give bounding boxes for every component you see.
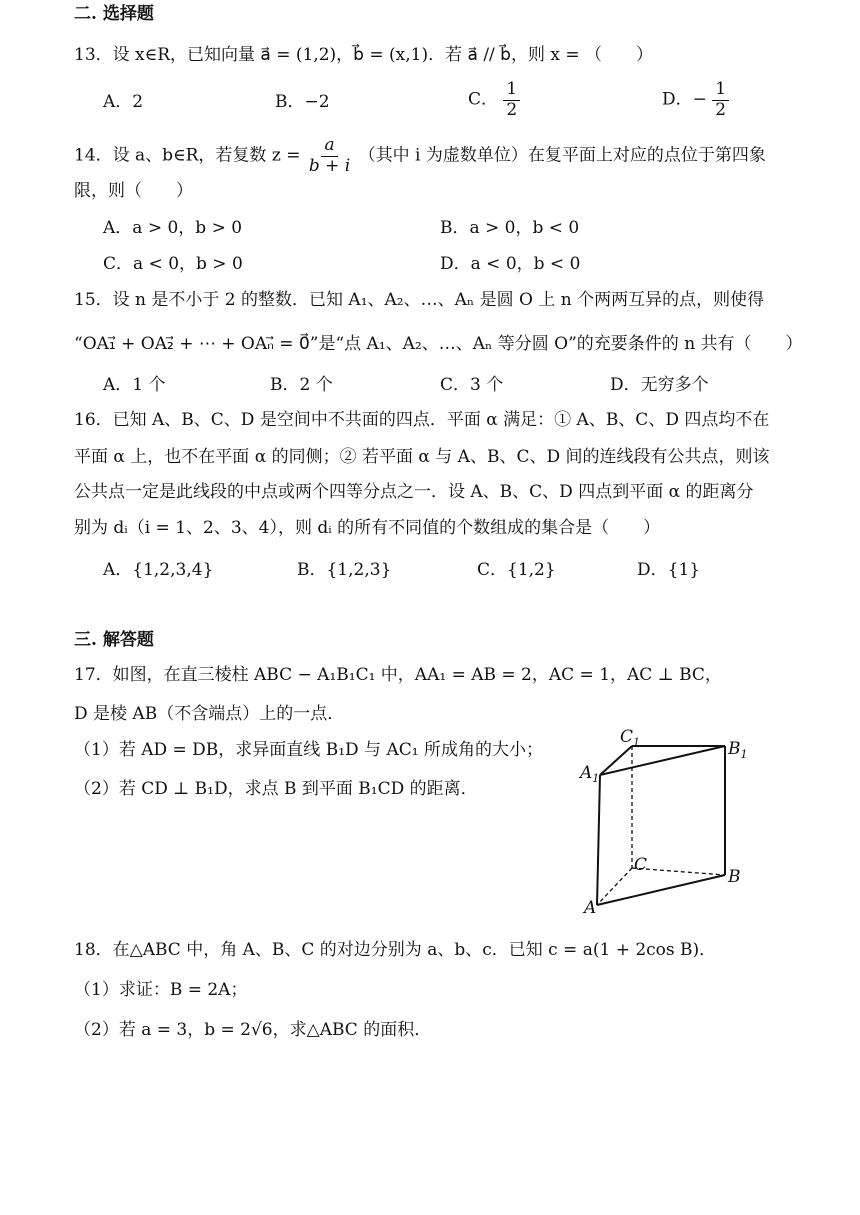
question-16-stem-line4: 别为 dᵢ（i = 1、2、3、4），则 dᵢ 的所有不同值的个数组成的集合是（ ） [74,518,661,538]
question-17-stem-line1: 17．如图，在直三棱柱 ABC − A₁B₁C₁ 中，AA₁ = AB = 2，AC = 1，AC ⊥ BC， [74,665,722,685]
label-a: A [584,898,597,918]
label-b: B [728,867,741,887]
q15-option-b: B．2 个 [270,375,333,395]
q16-option-a: A．{1,2,3,4} [103,560,214,580]
q14-option-c: C．a < 0，b > 0 [103,254,243,274]
q14-fraction [306,136,353,176]
q14-stem-pre: 14．设 a、b∈R，若复数 z = [74,145,301,166]
question-15-stem-line2: “OA₁⃗ + OA₂⃗ + ⋯ + OAₙ⃗ = 0⃗”是“点 A₁、A₂、…、Aₙ 等分圆 O”的充要条件的 n 共有（ ） [74,334,803,354]
q13-option-d-label: D．− [662,89,707,110]
q13-option-c [468,80,520,120]
q14-stem-post: （其中 i 为虚数单位）在复平面上对应的点位于第四象 [358,145,766,166]
q14-option-a: A．a > 0，b > 0 [103,218,243,238]
q13-option-b: B．−2 [275,92,330,112]
section-heading-answer: 三. 解答题 [74,630,154,650]
q17-part-1: （1）若 AD = DB，求异面直线 B₁D 与 AC₁ 所成角的大小； [74,740,543,760]
label-a1: $A_1$ [580,763,600,785]
question-15-stem-line1: 15．设 n 是不小于 2 的整数．已知 A₁、A₂、…、Aₙ 是圆 O 上 n 个两两互异的点，则使得 [74,290,765,310]
fraction-numerator: 1 [712,80,729,101]
fraction-denominator: 2 [506,99,518,120]
q16-option-c: C．{1,2} [477,560,556,580]
question-16-stem-line2: 平面 α 上，也不在平面 α 的同侧；② 若平面 α 与 A、B、C、D 间的连线段有公共点，则该 [74,447,770,467]
q13-option-d [662,80,729,120]
q13-option-a: A．2 [103,92,144,112]
question-14-stem-line2: 限，则（ ） [74,181,193,201]
q15-option-a: A．1 个 [103,375,166,395]
fraction-numerator: 1 [503,80,520,101]
q17-part-2: （2）若 CD ⊥ B₁D，求点 B 到平面 B₁CD 的距离． [74,779,478,799]
q18-part-2: （2）若 a = 3，b = 2√6，求△ABC 的面积． [74,1020,432,1040]
q13-option-c-label: C． [468,89,499,110]
q15-option-c: C．3 个 [440,375,504,395]
label-c1: $C_1$ [620,727,641,749]
question-16-stem-line3: 公共点一定是此线段的中点或两个四等分点之一．设 A、B、C、D 四点到平面 α 的距离分 [74,482,754,502]
q18-part-1: （1）求证：B = 2A； [74,980,248,1000]
fraction-denominator: b + i [308,155,351,176]
fraction-numerator: a [321,136,337,157]
question-16-stem-line1: 16．已知 A、B、C、D 是空间中不共面的四点．平面 α 满足：① A、B、C、D 四点均不在 [74,410,770,430]
question-17-stem-line2: D 是棱 AB（不含端点）上的一点． [74,704,345,724]
prism-figure [570,720,790,920]
label-b1: $B_1$ [728,739,748,761]
q14-option-d: D．a < 0，b < 0 [440,254,581,274]
q13-option-d-fraction [712,80,729,120]
q16-option-d: D．{1} [637,560,701,580]
label-c: C [634,855,648,875]
q14-option-b: B．a > 0，b < 0 [440,218,580,238]
q15-option-d: D．无穷多个 [610,375,709,395]
question-14-stem-line1 [74,136,766,176]
question-18-stem: 18．在△ABC 中，角 A、B、C 的对边分别为 a、b、c．已知 c = a(1 + 2cos B)． [74,940,717,960]
fraction-denominator: 2 [715,99,727,120]
question-13-stem: 13．设 x∈R，已知向量 a⃗ = (1,2)，b⃗ = (x,1)．若 a⃗ // b⃗，则 x = （ ） [74,45,654,65]
q13-option-c-fraction [503,80,520,120]
section-heading-choice: 二. 选择题 [74,4,154,24]
q16-option-b: B．{1,2,3} [297,560,392,580]
